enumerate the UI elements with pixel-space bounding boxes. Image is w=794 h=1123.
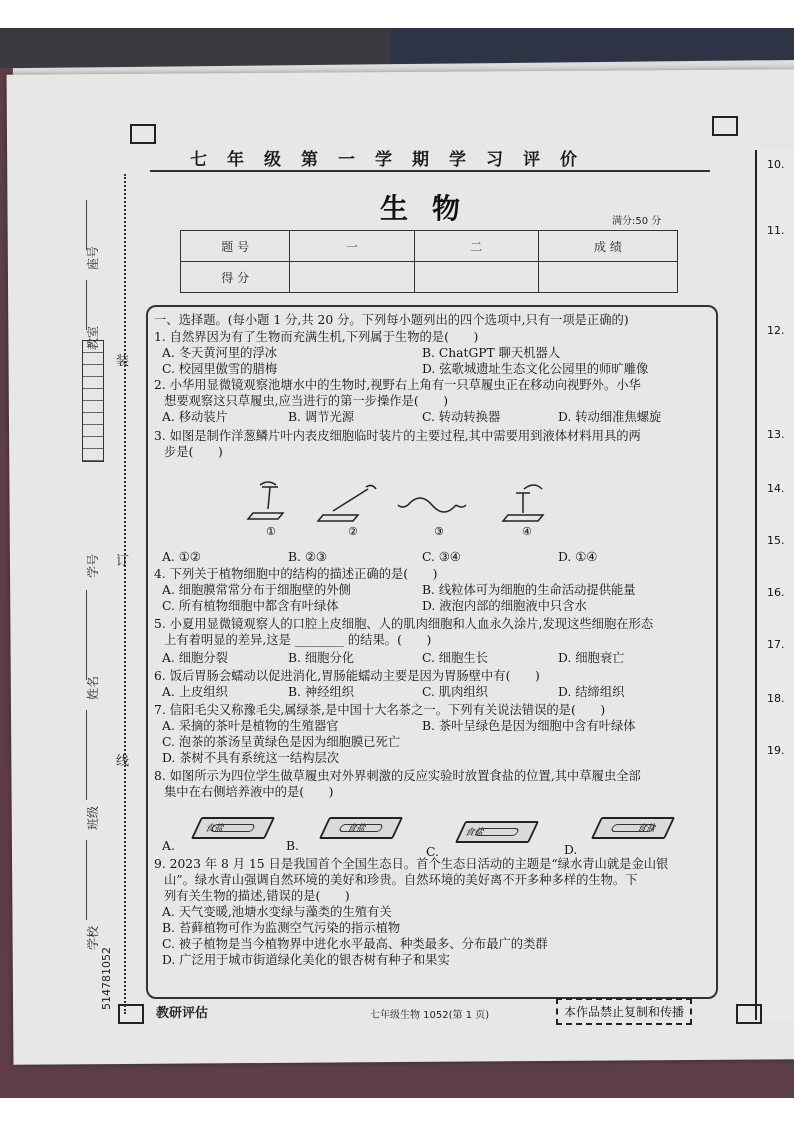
answer-option[interactable]: B. 神经组织 bbox=[288, 685, 355, 699]
corner-marker bbox=[712, 116, 738, 136]
culture-liquid bbox=[210, 824, 256, 832]
salt-label: 食盐 bbox=[203, 824, 226, 834]
answer-option[interactable]: C. bbox=[426, 845, 439, 859]
answer-option[interactable]: B. bbox=[286, 839, 299, 853]
score-input-cell[interactable] bbox=[414, 262, 538, 293]
figure-step-label: ③ bbox=[434, 525, 444, 538]
answer-option[interactable]: D. bbox=[564, 843, 578, 857]
question-stem: 想要观察这只草履虫,应当进行的第一步操作是( ) bbox=[164, 394, 449, 408]
figure-step-label: ② bbox=[348, 525, 358, 538]
answer-option[interactable]: B. 调节光源 bbox=[288, 410, 355, 424]
binding-margin bbox=[40, 150, 150, 1010]
table-row bbox=[181, 231, 678, 262]
answer-option[interactable]: A. ①② bbox=[162, 550, 201, 564]
exam-title: 七年级第一学期学习评价 bbox=[190, 150, 597, 170]
culture-dish-b bbox=[319, 817, 403, 839]
corner-marker bbox=[736, 1004, 762, 1024]
slide-prep-figure bbox=[238, 479, 568, 539]
question-stem: 集中在右侧培养液中的是( ) bbox=[164, 785, 334, 799]
student-id-label: 学号 bbox=[86, 553, 100, 578]
question-stem: 6. 饭后胃肠会蠕动以促进消化,胃肠能蠕动主要是因为胃肠壁中有( ) bbox=[154, 669, 540, 683]
copyright-notice: 本作品禁止复制和传播 bbox=[556, 998, 692, 1025]
answer-option[interactable]: C. 泡茶的茶汤呈黄绿色是因为细胞膜已死亡 bbox=[162, 735, 401, 749]
next-q-number: 15. bbox=[767, 534, 785, 547]
section-heading: 一、选择题。(每小题 1 分,共 20 分。下列每小题列出的四个选项中,只有一项是正确的) bbox=[154, 313, 629, 327]
room-blank[interactable] bbox=[86, 280, 87, 330]
question-stem: 1. 自然界因为有了生物而充满生机,下列属于生物的是( ) bbox=[154, 330, 479, 344]
culture-liquid bbox=[474, 828, 520, 836]
image-bottom-margin bbox=[0, 1098, 794, 1123]
question-stem: 步是( ) bbox=[164, 445, 223, 459]
question-stem: 8. 如图所示为四位学生做草履虫对外界刺激的反应实验时放置食盐的位置,其中草履虫全部 bbox=[154, 769, 641, 783]
table-cell: 得 分 bbox=[181, 262, 290, 293]
answer-option[interactable]: B. 细胞分化 bbox=[288, 651, 355, 665]
table-cell: 成 绩 bbox=[538, 231, 677, 262]
answer-option[interactable]: A. 冬天黄河里的浮冰 bbox=[162, 346, 278, 360]
answer-option[interactable]: C. 细胞生长 bbox=[422, 651, 488, 665]
answer-option[interactable]: A. 上皮组织 bbox=[162, 685, 228, 699]
answer-option[interactable]: D. 弦歌城遗址生态文化公园里的师旷雕像 bbox=[422, 362, 649, 376]
next-q-number: 16. bbox=[767, 586, 785, 599]
class-blank[interactable] bbox=[86, 840, 87, 920]
binding-word-ding: 订 bbox=[116, 554, 130, 569]
question-stem: 列有关生物的描述,错误的是( ) bbox=[164, 889, 350, 903]
answer-option[interactable]: D. 结缔组织 bbox=[558, 685, 625, 699]
answer-option[interactable]: D. ①④ bbox=[558, 550, 598, 564]
class-label: 班级 bbox=[86, 805, 100, 830]
answer-option[interactable]: B. 茶叶呈绿色是因为细胞中含有叶绿体 bbox=[422, 719, 636, 733]
answer-option[interactable]: A. 采摘的茶叶是植物的生殖器官 bbox=[162, 719, 339, 733]
answer-option[interactable]: C. ③④ bbox=[422, 550, 461, 564]
salt-label: 食盐 bbox=[635, 824, 658, 834]
answer-option[interactable]: B. 苔藓植物可作为监测空气污染的指示植物 bbox=[162, 921, 401, 935]
score-input-cell[interactable] bbox=[538, 262, 677, 293]
next-page-strip bbox=[755, 150, 794, 1020]
table-cell: 二 bbox=[414, 231, 538, 262]
culture-dish-a bbox=[191, 817, 275, 839]
answer-option[interactable]: D. 液泡内部的细胞液中只含水 bbox=[422, 599, 587, 613]
barcode-number: 514781052 bbox=[100, 947, 113, 1010]
subject-title: 生物 bbox=[380, 192, 485, 225]
next-q-number: 12. bbox=[767, 324, 785, 337]
question-stem: 山”。绿水青山强调自然环境的美好和珍贵。自然环境的美好离不开多种多样的生物。下 bbox=[164, 873, 638, 887]
table-row bbox=[181, 262, 678, 293]
answer-option[interactable]: B. ②③ bbox=[288, 550, 327, 564]
answer-option[interactable]: C. 被子植物是当今植物界中进化水平最高、种类最多、分布最广的类群 bbox=[162, 937, 548, 951]
answer-option[interactable]: C. 转动转换器 bbox=[422, 410, 501, 424]
name-blank[interactable] bbox=[86, 710, 87, 800]
next-q-number: 17. bbox=[767, 638, 785, 651]
score-table bbox=[180, 230, 678, 293]
table-cell: 一 bbox=[290, 231, 414, 262]
question-stem: 上有着明显的差异,这是 ________ 的结果。( ) bbox=[164, 633, 432, 647]
question-stem: 4. 下列关于植物细胞中的结构的描述正确的是( ) bbox=[154, 567, 438, 581]
salt-label: 食盐 bbox=[463, 828, 486, 838]
next-q-number: 19. bbox=[767, 744, 785, 757]
question-section bbox=[146, 305, 718, 999]
culture-dish-d bbox=[591, 817, 675, 839]
slide-steps-illustration bbox=[238, 479, 568, 525]
seat-blank[interactable] bbox=[86, 200, 87, 250]
footer-page-code: 七年级生物 1052(第 1 页) bbox=[370, 1010, 490, 1021]
salt-label: 食盐 bbox=[345, 824, 368, 834]
table-cell: 题 号 bbox=[181, 231, 290, 262]
question-stem: 7. 信阳毛尖又称豫毛尖,属绿茶,是中国十大名茶之一。下列有关说法错误的是( ) bbox=[154, 703, 606, 717]
figure-step-label: ① bbox=[266, 525, 276, 538]
answer-option[interactable]: C. 所有植物细胞中都含有叶绿体 bbox=[162, 599, 339, 613]
figure-step-label: ④ bbox=[522, 525, 532, 538]
answer-option[interactable]: A. 天气变暖,池塘水变绿与藻类的生殖有关 bbox=[162, 905, 392, 919]
binding-word-xian: 线 bbox=[116, 754, 130, 769]
next-q-number: 14. bbox=[767, 482, 785, 495]
school-label: 学校 bbox=[86, 925, 100, 950]
answer-option[interactable]: A. 细胞分裂 bbox=[162, 651, 228, 665]
full-mark: 满分:50 分 bbox=[612, 216, 662, 227]
answer-option[interactable]: D. 茶树不具有系统这一结构层次 bbox=[162, 751, 340, 765]
culture-liquid bbox=[338, 824, 384, 832]
score-input-cell[interactable] bbox=[290, 262, 414, 293]
question-stem: 2. 小华用显微镜观察池塘水中的生物时,视野右上角有一只草履虫正在移动向视野外。小华 bbox=[154, 378, 641, 392]
answer-option[interactable]: C. 肌肉组织 bbox=[422, 685, 488, 699]
corner-marker bbox=[130, 124, 156, 144]
answer-option[interactable]: D. 广泛用于城市街道绿化美化的银杏树有种子和果实 bbox=[162, 953, 450, 967]
next-q-number: 13. bbox=[767, 428, 785, 441]
next-q-number: 18. bbox=[767, 692, 785, 705]
answer-option[interactable]: D. 细胞衰亡 bbox=[558, 651, 625, 665]
answer-option[interactable]: D. 转动细准焦螺旋 bbox=[558, 410, 662, 424]
next-q-number: 11. bbox=[767, 224, 785, 237]
culture-liquid bbox=[610, 824, 656, 832]
name-label: 姓名 bbox=[86, 675, 100, 700]
answer-option[interactable]: B. ChatGPT 聊天机器人 bbox=[422, 346, 561, 360]
answer-option[interactable]: A. bbox=[162, 839, 175, 853]
answer-option[interactable]: B. 线粒体可为细胞的生命活动提供能量 bbox=[422, 583, 636, 597]
binding-word-zhuang: 装 bbox=[116, 354, 130, 369]
header-rule bbox=[150, 170, 710, 172]
student-id-grid[interactable] bbox=[82, 340, 104, 462]
answer-option[interactable]: C. 校园里傲雪的腊梅 bbox=[162, 362, 278, 376]
student-id-blank[interactable] bbox=[86, 590, 87, 680]
seat-label: 座号 bbox=[86, 245, 100, 270]
question-stem: 9. 2023 年 8 月 15 日是我国首个全国生态日。首个生态日活动的主题是“绿水青山就是金山银 bbox=[154, 857, 669, 871]
question-stem: 5. 小夏用显微镜观察人的口腔上皮细胞、人的肌肉细胞和人血永久涂片,发现这些细胞在形态 bbox=[154, 617, 654, 631]
answer-option[interactable]: A. 细胞膜常常分布于细胞壁的外侧 bbox=[162, 583, 351, 597]
culture-dish-c bbox=[455, 821, 539, 843]
footer-brand: 教研评估 bbox=[156, 1006, 209, 1021]
question-stem: 3. 如图是制作洋葱鳞片叶内表皮细胞临时装片的主要过程,其中需要用到液体材料用具的两 bbox=[154, 429, 641, 443]
room-label: 教室 bbox=[86, 325, 100, 350]
next-q-number: 10. bbox=[767, 158, 785, 171]
answer-option[interactable]: A. 移动装片 bbox=[162, 410, 228, 424]
binding-dotted-line bbox=[124, 174, 126, 1014]
